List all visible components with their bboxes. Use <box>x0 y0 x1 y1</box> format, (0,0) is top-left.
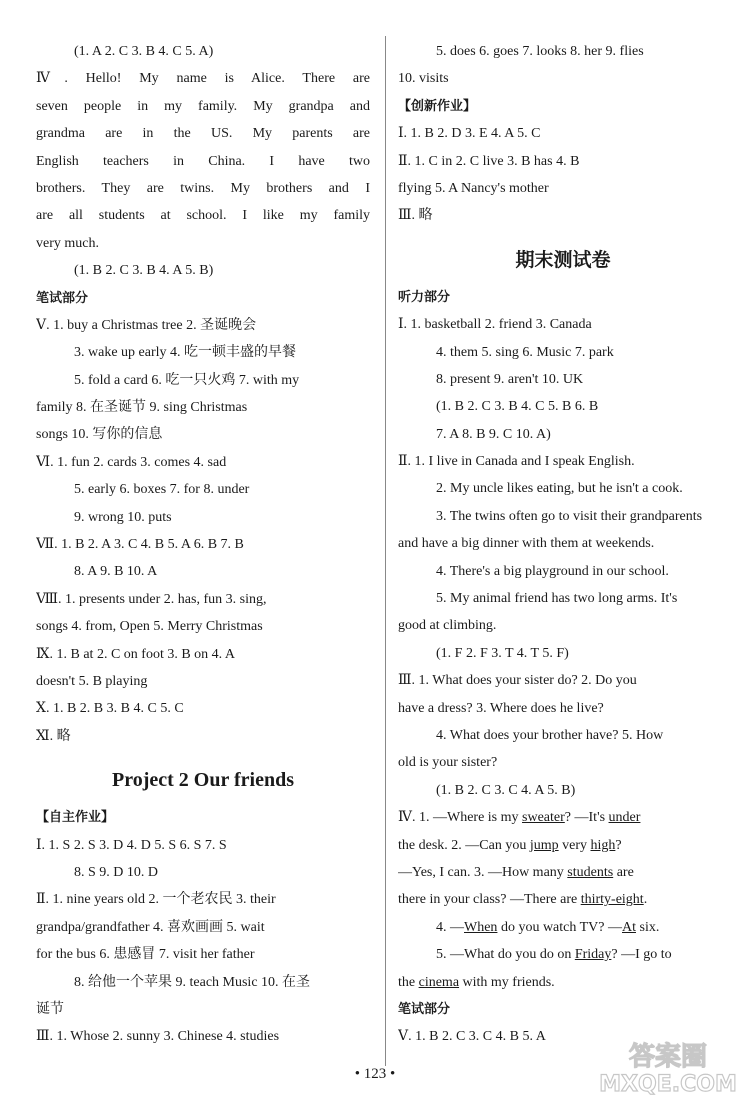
answer-text: do you watch TV? — <box>497 919 622 935</box>
answer-text: ? —It's <box>564 810 609 826</box>
answer-text: the desk. 2. —Can you <box>398 837 530 853</box>
right-column <box>398 38 728 1051</box>
underlined-answer: students <box>567 864 614 880</box>
answer-line: (1. B 2. C 3. B 4. C 5. B 6. B <box>436 399 599 415</box>
answer-line: Ⅺ. 略 <box>36 728 71 744</box>
answer-line: 9. wrong 10. puts <box>74 509 172 525</box>
answer-line: grandpa/grandfather 4. 喜欢画画 5. wait <box>36 919 265 935</box>
answer-line: seven people in my family. My grandpa and <box>36 98 370 114</box>
answer-line: Ⅲ. 略 <box>398 208 433 224</box>
answer-text: 5. —What do you do on <box>436 947 575 963</box>
page-number: • 123 • <box>354 1066 396 1082</box>
answer-line: 10. visits <box>398 71 449 87</box>
answer-line: Ⅶ. 1. B 2. A 3. C 4. B 5. A 6. B 7. B <box>36 537 244 553</box>
answer-line: old is your sister? <box>398 755 498 771</box>
answer-line: 8. present 9. aren't 10. UK <box>436 371 584 387</box>
answer-line <box>398 969 728 996</box>
answer-line: brothers. They are twins. My brothers and I <box>36 180 370 196</box>
answer-text: ? <box>615 837 622 853</box>
answer-line: 4. There's a big playground in our school. <box>436 563 669 579</box>
answer-line: grandma are in the US. My parents are <box>36 126 370 142</box>
answer-line: Ⅱ. 1. I live in Canada and I speak English. <box>398 454 635 470</box>
section-heading-written: 笔试部分 <box>36 290 89 306</box>
answer-line: (1. F 2. F 3. T 4. T 5. F) <box>436 645 569 661</box>
answer-text: ? —I go to <box>611 947 672 963</box>
underlined-answer: Friday <box>574 947 612 963</box>
answer-text: very <box>558 837 591 853</box>
answer-line: doesn't 5. B playing <box>36 673 148 689</box>
answer-line: for the bus 6. 患感冒 7. visit her father <box>36 947 255 963</box>
answer-text: are <box>613 864 634 880</box>
answer-text: the <box>398 974 419 990</box>
answer-line <box>398 886 728 913</box>
answer-line: songs 4. from, Open 5. Merry Christmas <box>36 619 263 635</box>
answer-line: Ⅳ. Hello! My name is Alice. There are <box>36 71 370 87</box>
exam-title: 期末测试卷 <box>515 248 611 271</box>
answer-text: 4. — <box>436 919 464 935</box>
answer-line: 5. My animal friend has two long arms. It's <box>436 591 678 607</box>
answer-line: Ⅱ. 1. C in 2. C live 3. B has 4. B <box>398 153 580 169</box>
answer-line: flying 5. A Nancy's mother <box>398 180 549 196</box>
underlined-answer: When <box>464 919 498 935</box>
answer-line: 8. A 9. B 10. A <box>74 564 158 580</box>
answer-line: Ⅴ. 1. buy a Christmas tree 2. 圣诞晚会 <box>36 317 257 333</box>
underlined-answer: under <box>608 810 641 826</box>
answer-line: have a dress? 3. Where does he live? <box>398 700 604 716</box>
answer-line <box>398 859 728 886</box>
answer-text: there in your class? —There are <box>398 892 581 908</box>
answer-line <box>398 914 728 941</box>
answer-line: and have a big dinner with them at weekends. <box>398 536 655 552</box>
column-divider <box>385 36 386 1066</box>
answer-line: 7. A 8. B 9. C 10. A) <box>436 426 551 442</box>
section-heading-self-study: 【自主作业】 <box>36 810 115 826</box>
answer-line: 5. early 6. boxes 7. for 8. under <box>74 482 250 498</box>
underlined-answer: jump <box>529 837 559 853</box>
watermark-url: MXQE.COM <box>599 1072 737 1097</box>
section-heading-innovation: 【创新作业】 <box>398 98 477 114</box>
answer-line: 2. My uncle likes eating, but he isn't a cook. <box>436 481 683 497</box>
underlined-answer: cinema <box>418 974 460 990</box>
answer-line: Ⅰ. 1. basketball 2. friend 3. Canada <box>398 317 592 333</box>
section-heading-written: 笔试部分 <box>398 1001 451 1017</box>
watermark-logo <box>594 1035 742 1097</box>
answer-line: 诞节 <box>36 1001 64 1017</box>
answer-line: Ⅷ. 1. presents under 2. has, fun 3. sing, <box>36 591 267 607</box>
answer-text: —Yes, I can. 3. —How many <box>398 864 568 880</box>
answer-line <box>398 941 728 968</box>
project-title: Project 2 Our friends <box>111 769 294 792</box>
answer-text: . <box>643 892 648 908</box>
answer-line: Ⅰ. 1. B 2. D 3. E 4. A 5. C <box>398 126 541 142</box>
underlined-answer: thirty-eight <box>580 892 644 908</box>
answer-line: Ⅲ. 1. What does your sister do? 2. Do you <box>398 673 637 689</box>
answer-text: six. <box>636 919 660 935</box>
answer-line: 5. does 6. goes 7. looks 8. her 9. flies <box>436 44 644 59</box>
answer-line: 8. S 9. D 10. D <box>74 864 159 880</box>
underlined-answer: high <box>590 837 616 853</box>
answer-line <box>398 804 728 831</box>
answer-text: with my friends. <box>459 974 555 990</box>
answer-line: Ⅱ. 1. nine years old 2. 一个老农民 3. their <box>36 892 276 908</box>
answer-text: Ⅳ. 1. —Where is my <box>398 810 523 826</box>
answer-line: Ⅹ. 1. B 2. B 3. B 4. C 5. C <box>36 701 184 717</box>
answer-line: (1. B 2. C 3. B 4. A 5. B) <box>74 263 214 279</box>
answer-line: (1. B 2. C 3. C 4. A 5. B) <box>436 782 576 798</box>
underlined-answer: At <box>622 919 636 935</box>
answer-line: Ⅵ. 1. fun 2. cards 3. comes 4. sad <box>36 454 227 470</box>
answer-line: 3. wake up early 4. 吃一顿丰盛的早餐 <box>74 345 297 361</box>
answer-line: good at climbing. <box>398 618 497 634</box>
section-heading-listening: 听力部分 <box>398 289 451 305</box>
answer-line: are all students at school. I like my family <box>36 208 370 224</box>
answer-line: 3. The twins often go to visit their grandparents <box>436 508 703 524</box>
answer-line: 4. them 5. sing 6. Music 7. park <box>436 344 614 360</box>
answer-line: Ⅲ. 1. Whose 2. sunny 3. Chinese 4. studies <box>36 1029 280 1045</box>
answer-line: songs 10. 写你的信息 <box>36 427 163 443</box>
answer-line: 4. What does your brother have? 5. How <box>436 727 664 743</box>
left-column <box>36 38 370 1051</box>
underlined-answer: sweater <box>522 810 565 826</box>
watermark-text: 答案圈 <box>628 1042 708 1072</box>
answer-line: Ⅴ. 1. B 2. C 3. C 4. B 5. A <box>398 1029 546 1045</box>
answer-line: 8. 给他一个苹果 9. teach Music 10. 在圣 <box>74 974 311 990</box>
answer-line: very much. <box>36 235 99 251</box>
answer-line: (1. A 2. C 3. B 4. C 5. A) <box>74 44 214 59</box>
answer-line: 5. fold a card 6. 吃一只火鸡 7. with my <box>74 372 300 388</box>
answer-line: English teachers in China. I have two <box>36 153 370 169</box>
answer-line: Ⅰ. 1. S 2. S 3. D 4. D 5. S 6. S 7. S <box>36 837 227 853</box>
answer-line: Ⅸ. 1. B at 2. C on foot 3. B on 4. A <box>36 646 236 662</box>
answer-line <box>398 832 728 859</box>
answer-line: family 8. 在圣诞节 9. sing Christmas <box>36 400 248 416</box>
